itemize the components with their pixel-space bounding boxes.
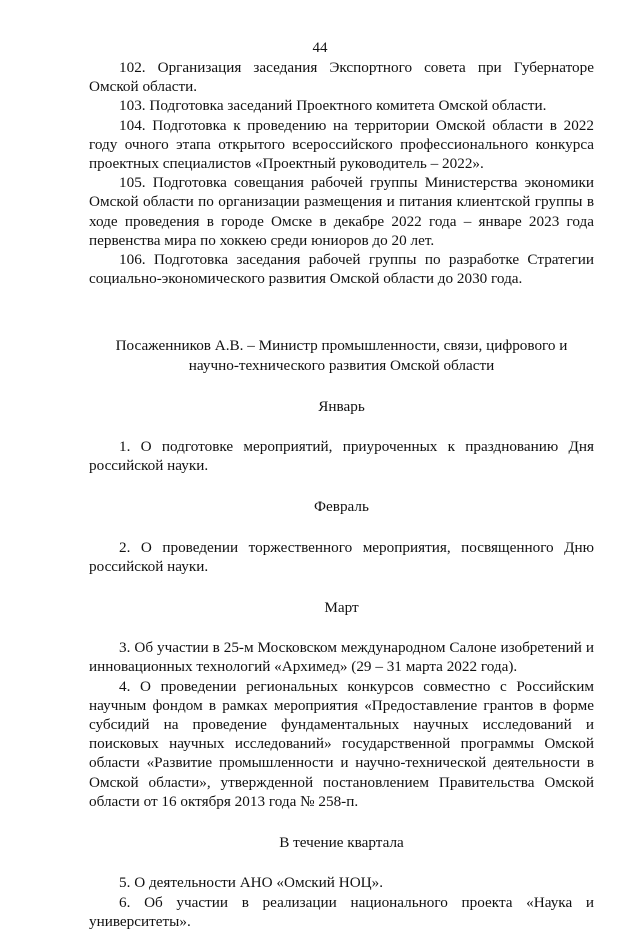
list-item: 102. Организация заседания Экспортного совета при Губернаторе Омской области. [89, 59, 594, 96]
list-item: 4. О проведении региональных конкурсов совместно с Российским научным фондом в рамках мероприятия «Предоставление грантов в форме субсидий на проведение фундаментальных научных исследований и поисковых научных исследований» государственной программы Омской области «Развитие промышленности и научно-технической деятельности в Омской области», утвержденной постановлением Правительства Омской области от 16 октября 2013 года № 258-п. [89, 677, 594, 810]
list-item: 5. О деятельности АНО «Омский НОЦ». [119, 874, 384, 892]
document-body [89, 58, 594, 931]
list-item: 2. О проведении торжественного мероприятия, посвященного Дню российской науки. [89, 538, 594, 575]
list-item: 104. Подготовка к проведению на территории Омской области в 2022 году очного этапа открытого всероссийского профессионального конкурса проектных специалистов «Проектный руководитель – 2022». [89, 116, 594, 173]
section-title-march: Март [324, 599, 359, 617]
list-item: 3. Об участии в 25-м Московском международном Салоне изобретений и инновационных технологий «Архимед» (29 – 31 марта 2022 года). [89, 639, 594, 676]
list-item: 1. О подготовке мероприятий, приуроченных к празднованию Дня российской науки. [89, 438, 594, 475]
list-item: 105. Подготовка совещания рабочей группы Министерства экономики Омской области по организации размещения и питания клиентской группы в ходе проведения в городе Омске в декабре 2022 года – январе 2023 года первенства мира по хоккею среди юниоров до 20 лет. [89, 174, 594, 249]
section-title-january: Январь [318, 397, 365, 415]
list-item: 103. Подготовка заседаний Проектного комитета Омской области. [119, 97, 547, 115]
page-number: 44 [312, 40, 328, 56]
section-title-quarter: В течение квартала [279, 834, 404, 852]
list-item: 6. Об участии в реализации национального проекта «Наука и университеты». [89, 893, 594, 930]
responsible-person-heading: Посаженников А.В. – Министр промышленности, связи, цифрового и научно-технического развития Омской области [115, 337, 568, 374]
list-item: 106. Подготовка заседания рабочей группы по разработке Стратегии социально-экономического развития Омской области до 2030 года. [89, 251, 594, 288]
section-title-february: Февраль [314, 498, 369, 516]
